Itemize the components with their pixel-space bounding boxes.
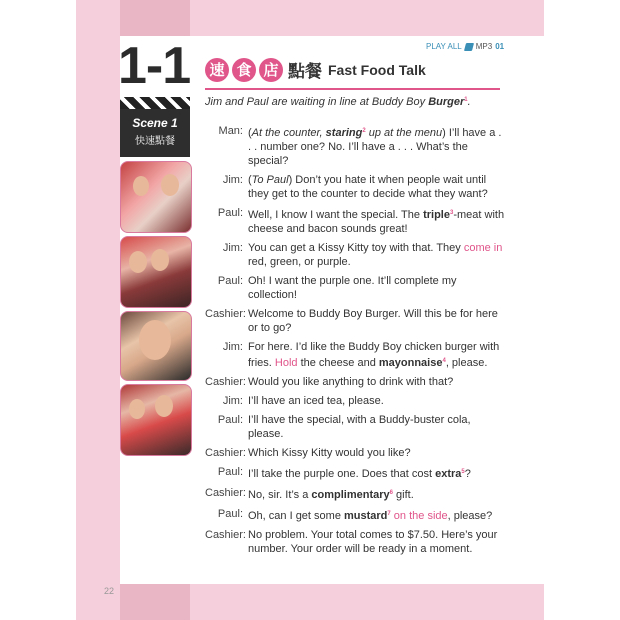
speaker: Paul: (217, 414, 243, 426)
dialogue-line (205, 124, 505, 168)
line-text: I’ll take the purple one. Does that cost extra$^5$? (248, 468, 471, 480)
intro-sentence (205, 96, 471, 108)
title-char-1: 速 (205, 58, 229, 82)
line-text: (To Paul) Don’t you hate it when people wait until they get to the counter to decide what they want? (248, 174, 488, 200)
mp3-label: MP3 (475, 42, 493, 51)
scene-photo-4 (120, 384, 192, 456)
left-band (76, 0, 120, 620)
line-text: You can get a Kissy Kitty toy with that. They come in red, green, or purple. (248, 242, 503, 268)
speaker: Jim: (222, 395, 243, 407)
line-text: Oh, can I get some mustard$^7$ on the side, please? (248, 510, 493, 522)
line-text: No problem. Your total comes to $7.50. Here’s your number. Your order will be ready in a moment. (248, 529, 498, 555)
play-all-label: PLAY ALL (426, 42, 462, 51)
speaker: Paul: (217, 207, 243, 219)
line-text: I’ll have an iced tea, please. (248, 395, 384, 407)
speaker: Paul: (217, 508, 243, 520)
page-number: 22 (104, 586, 115, 596)
play-all-button[interactable] (426, 42, 504, 51)
speaker: Man: (218, 125, 243, 137)
line-text: I’ll have the special, with a Buddy-buster cola, please. (248, 414, 471, 440)
speaker: Paul: (217, 466, 243, 478)
scene-photo-1 (120, 161, 192, 233)
clapper-body (120, 109, 190, 157)
title-underline (205, 88, 500, 90)
speaker: Cashier: (205, 376, 246, 388)
speaker: Cashier: (205, 529, 246, 541)
dialogue-line (205, 446, 505, 460)
dialogue-line (205, 206, 505, 236)
dialogue-line (205, 465, 505, 481)
speaker: Jim: (222, 174, 243, 186)
top-band-stripe (120, 0, 190, 36)
dialogue-line (205, 394, 505, 408)
speaker: Paul: (217, 275, 243, 287)
line-text: For here. I’d like the Buddy Boy chicken burger with fries. Hold the cheese and mayonnaise$^4$, please. (248, 341, 500, 369)
lesson-title (205, 57, 426, 82)
scene-photo-3 (120, 311, 192, 381)
title-char-2: 食 (232, 58, 256, 82)
intro-bold-word: Burger (428, 96, 465, 108)
dialogue-line (205, 507, 505, 523)
scene-clapperboard (120, 97, 190, 157)
dialogue-line (205, 274, 505, 302)
dialogue-line (205, 340, 505, 370)
bottom-band-stripe (120, 584, 190, 620)
intro-text: Jim and Paul are waiting in line at Buddy Boy (205, 96, 429, 108)
speaker: Cashier: (205, 487, 246, 499)
line-text: Which Kissy Kitty would you like? (248, 447, 411, 459)
line-text: Well, I know I want the special. The triple$^3$-meat with cheese and bacon sounds great! (248, 209, 505, 235)
audio-cd-icon (464, 43, 474, 51)
title-cn: 點餐 (288, 62, 322, 82)
speaker: Cashier: (205, 447, 246, 459)
dialogue (205, 124, 505, 561)
title-en: Fast Food Talk (328, 61, 426, 78)
line-text: (At the counter, staring$^2$ up at the menu) I’ll have a . . . number one? No. I’ll have a . . . What’s the special? (248, 127, 502, 167)
lesson-number: 1-1 (118, 37, 191, 95)
scene-label: Scene 1 (132, 116, 178, 130)
clapper-stripes (120, 97, 190, 109)
intro-end: . (467, 96, 471, 108)
dialogue-line (205, 528, 505, 556)
line-text: Welcome to Buddy Boy Burger. Will this be for here or to go? (248, 308, 498, 334)
footnote-marker: 1 (464, 97, 468, 103)
line-text: Would you like anything to drink with that? (248, 376, 454, 388)
speaker: Jim: (222, 242, 243, 254)
speaker: Jim: (222, 341, 243, 353)
scene-cn: 快速點餐 (135, 136, 175, 147)
line-text: No, sir. It’s a complimentary$^6$ gift. (248, 489, 414, 501)
scene-photo-2 (120, 236, 192, 308)
track-number: 01 (495, 42, 505, 51)
dialogue-line (205, 307, 505, 335)
line-text: Oh! I want the purple one. It’ll complete my collection! (248, 275, 457, 301)
dialogue-line (205, 173, 505, 201)
dialogue-line (205, 486, 505, 502)
title-char-3: 店 (259, 58, 283, 82)
dialogue-line (205, 241, 505, 269)
dialogue-line (205, 413, 505, 441)
dialogue-line (205, 375, 505, 389)
speaker: Cashier: (205, 308, 246, 320)
